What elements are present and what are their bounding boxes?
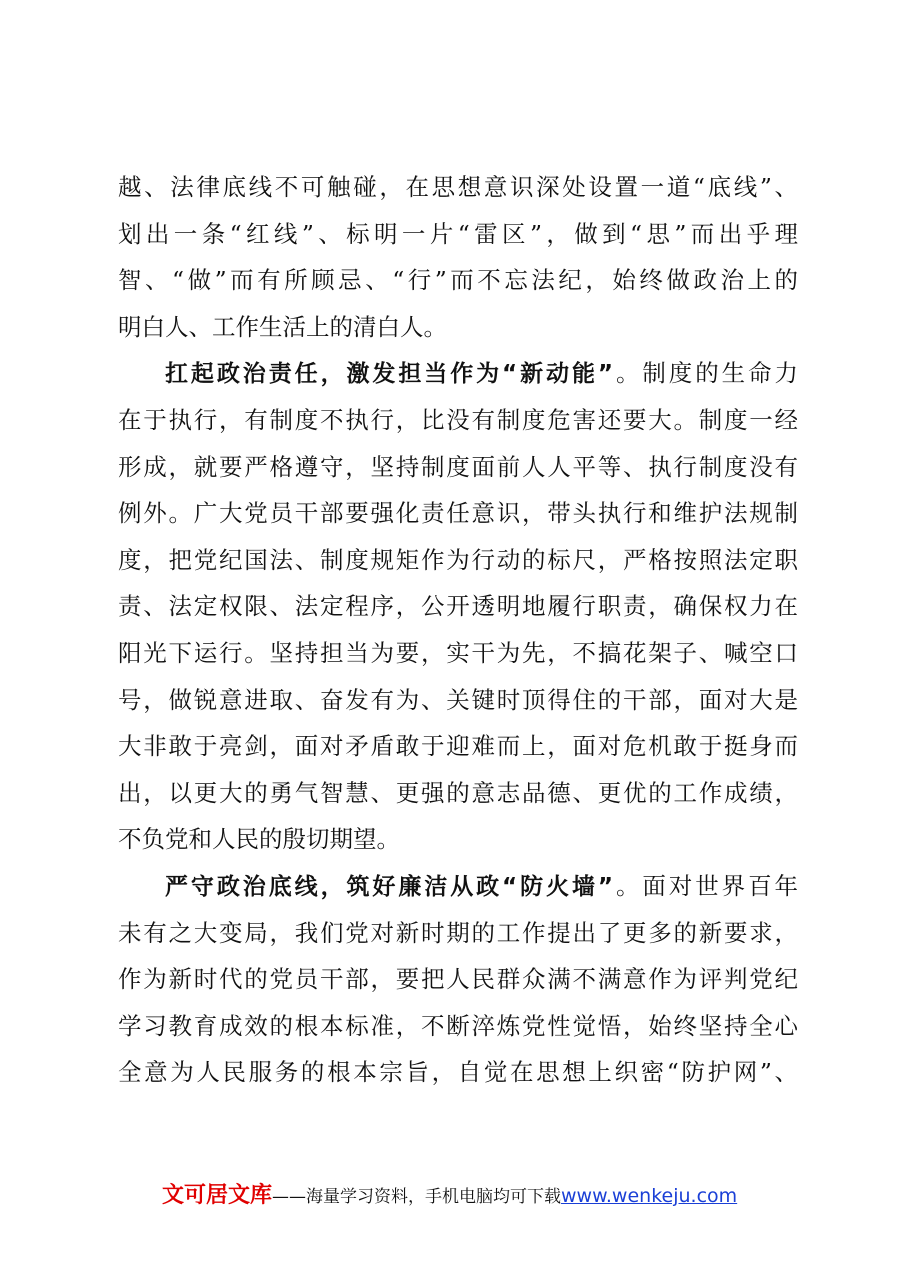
paragraph-heading-line: 严守政治底线，筑好廉洁从政“防火墙”。面对世界百年 xyxy=(165,871,798,900)
page-footer xyxy=(162,1180,737,1212)
paragraph-heading: 扛起政治责任，激发担当作为“新动能” xyxy=(165,361,614,388)
text-line: 例外。广大党员干部要强化责任意识，带头执行和维护法规制 xyxy=(118,499,798,528)
text-line: 划出一条“红线”、标明一片“雷区”，做到“思”而出乎理 xyxy=(118,219,798,248)
text-line: 明白人、工作生活上的清白人。 xyxy=(118,312,447,341)
footer-brand: 文可居文库 xyxy=(162,1183,273,1208)
text-line: 越、法律底线不可触碰，在思想意识深处设置一道“底线”、 xyxy=(118,173,798,201)
text-line: 度，把党纪国法、制度规矩作为行动的标尺，严格按照法定职 xyxy=(118,545,798,574)
paragraph-heading: 严守政治底线，筑好廉洁从政“防火墙” xyxy=(165,873,614,900)
text-line: 号，做锐意进取、奋发有为、关键时顶得住的干部，面对大是 xyxy=(118,685,798,714)
text-line: 在于执行，有制度不执行，比没有制度危害还要大。制度一经 xyxy=(118,405,798,434)
text-line: 不负党和人民的殷切期望。 xyxy=(118,825,400,854)
text-line: 学习教育成效的根本标准，不断淬炼党性觉悟，始终坚持全心 xyxy=(118,1011,798,1040)
text-line: 作为新时代的党员干部，要把人民群众满不满意作为评判党纪 xyxy=(118,965,798,994)
footer-website-link[interactable]: www.wenkeju.com xyxy=(561,1185,738,1207)
footer-slogan: ——海量学习资料，手机电脑均可下载 xyxy=(272,1187,562,1207)
text-line: 未有之大变局，我们党对新时期的工作提出了更多的新要求， xyxy=(118,918,798,947)
text-line: 全意为人民服务的根本宗旨，自觉在思想上织密“防护网”、 xyxy=(118,1058,798,1087)
paragraph-heading-line: 扛起政治责任，激发担当作为“新动能”。制度的生命力 xyxy=(165,359,798,388)
text-line: 形成，就要严格遵守，坚持制度面前人人平等、执行制度没有 xyxy=(118,452,798,481)
text-line: 大非敢于亮剑，面对矛盾敢于迎难而上，面对危机敢于挺身而 xyxy=(118,732,798,761)
document-body xyxy=(118,164,798,1096)
text-line: 责、法定权限、法定程序，公开透明地履行职责，确保权力在 xyxy=(118,592,798,621)
text-line: 阳光下运行。坚持担当为要，实干为先，不搞花架子、喊空口 xyxy=(118,638,798,667)
text-line: 出，以更大的勇气智慧、更强的意志品德、更优的工作成绩， xyxy=(118,778,798,807)
text-line: 智、“做”而有所顾忌、“行”而不忘法纪，始终做政治上的 xyxy=(118,266,798,295)
